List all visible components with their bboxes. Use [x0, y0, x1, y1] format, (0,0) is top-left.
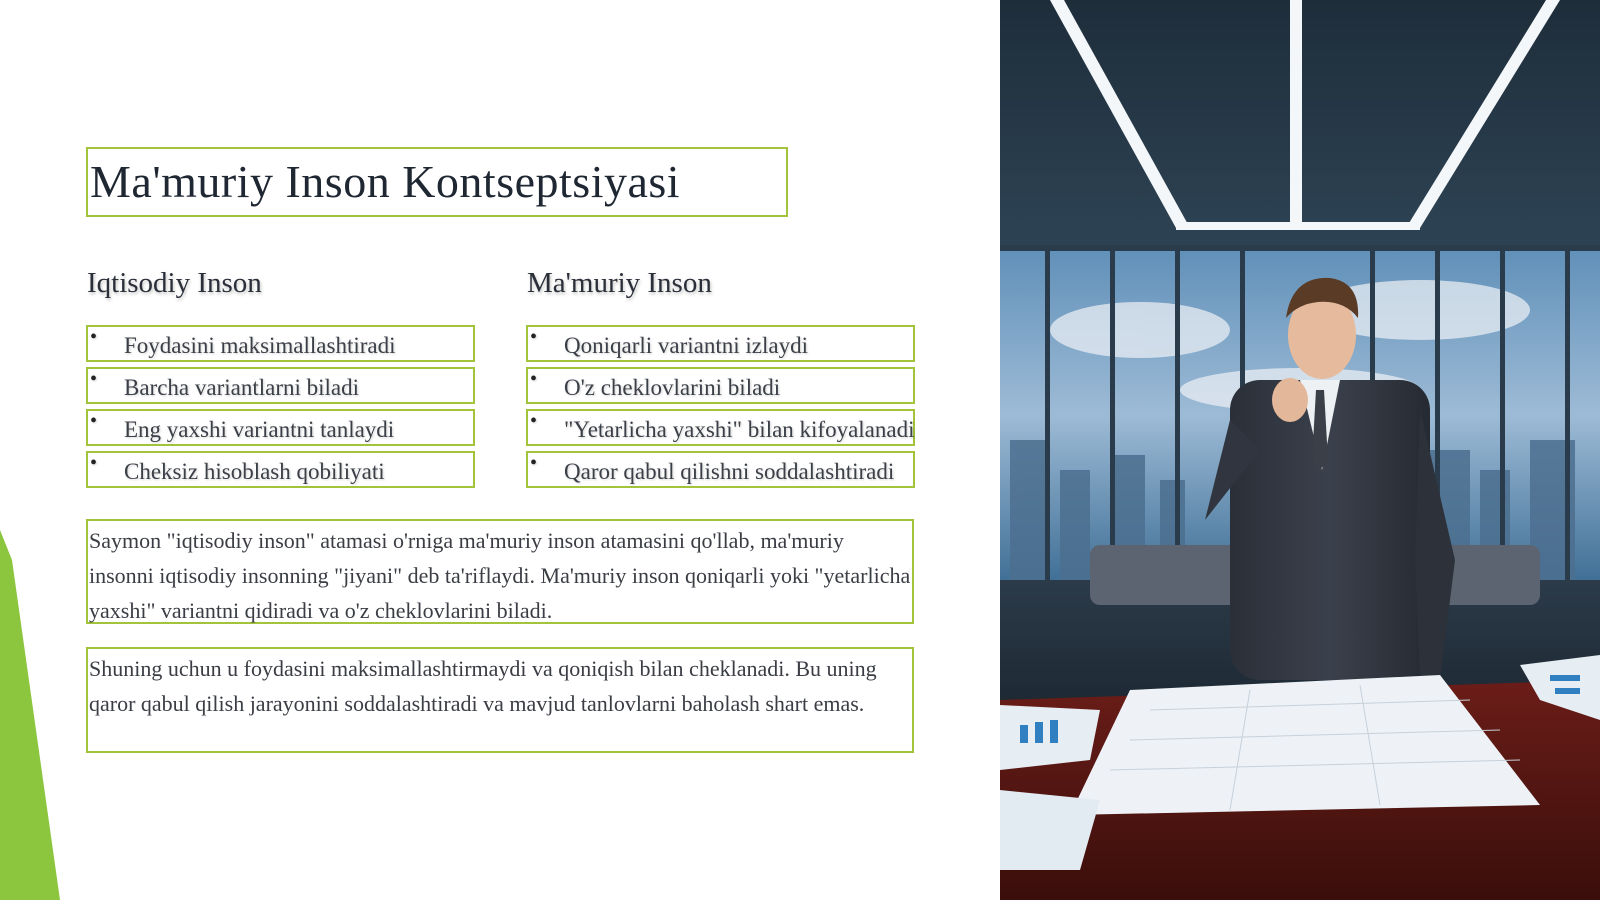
left-list-item: • Barcha variantlarni biladi — [86, 367, 475, 404]
right-list-item: • "Yetarlicha yaxshi" bilan kifoyalanadi — [526, 409, 915, 446]
left-list-item: • Eng yaxshi variantni tanlaydi — [86, 409, 475, 446]
right-column-heading: Ma'muriy Inson — [527, 267, 712, 299]
office-scene-illustration — [1000, 0, 1600, 900]
right-list-item: • Qoniqarli variantni izlaydi — [526, 325, 915, 362]
body-paragraph: Saymon "iqtisodiy inson" atamasi o'rniga ma'muriy inson atamasini qo'llab, ma'muriy insonni iqtisodiy insonning "jiyani" deb ta'riflaydi. Ma'muriy inson qoniqarli yoki "yetarlicha yaxshi" variantni qidiradi va o'z cheklovlarini biladi. — [86, 519, 914, 624]
left-list-item: • Foydasini maksimallashtiradi — [86, 325, 475, 362]
businessman-photo — [1000, 0, 1600, 900]
green-accent-shape — [0, 0, 80, 900]
slide-title: Ma'muriy Inson Kontseptsiyasi — [86, 147, 788, 217]
left-column-heading: Iqtisodiy Inson — [87, 267, 262, 299]
left-list-item: • Cheksiz hisoblash qobiliyati — [86, 451, 475, 488]
right-list-item: • Qaror qabul qilishni soddalashtiradi — [526, 451, 915, 488]
right-list-item: • O'z cheklovlarini biladi — [526, 367, 915, 404]
body-paragraph: Shuning uchun u foydasini maksimallashtirmaydi va qoniqish bilan cheklanadi. Bu uning qaror qabul qilish jarayonini soddalashtiradi va mavjud tanlovlarni baholash shart emas. — [86, 647, 914, 753]
